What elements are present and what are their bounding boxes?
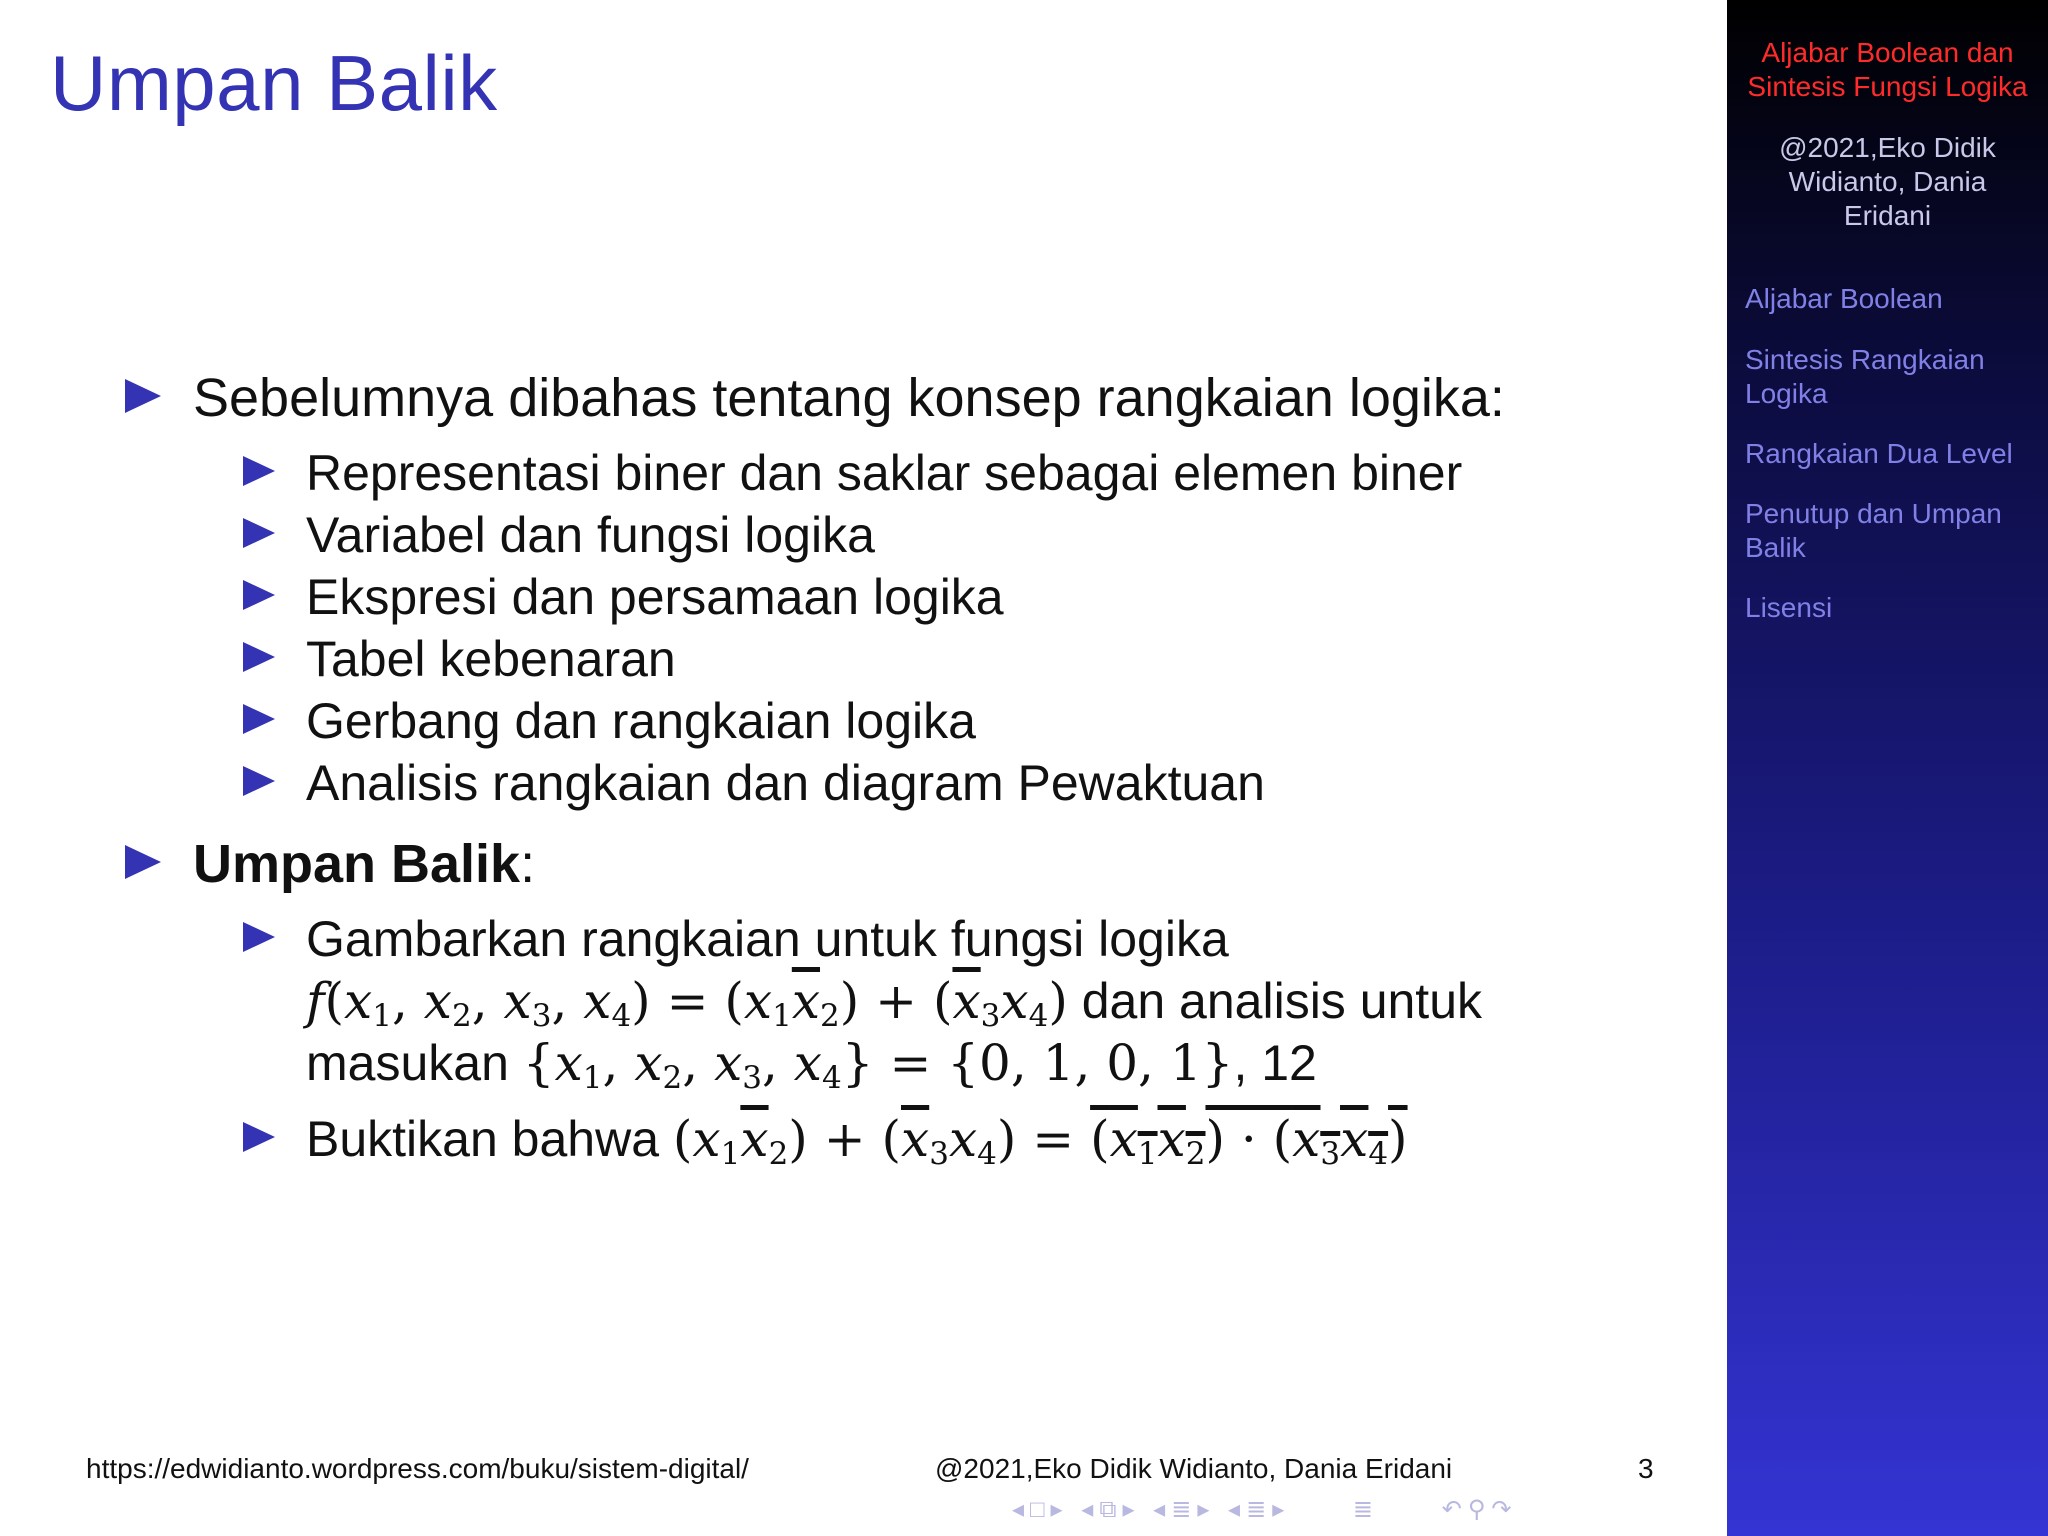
nav-section-icon[interactable]: ≣ <box>1246 1496 1273 1523</box>
footer-url: https://edwidianto.wordpress.com/buku/sistem-digital/ <box>86 1453 749 1484</box>
nav-appendix-icon[interactable]: ≣ <box>1352 1496 1380 1523</box>
bullet-umpan-balik <box>193 833 535 895</box>
list-item: Variabel dan fungsi logika <box>306 507 875 563</box>
sidebar <box>1727 0 2048 1536</box>
nav-frame-icon[interactable]: □ <box>1030 1496 1051 1523</box>
task-draw-circuit-line3 <box>306 1032 1317 1094</box>
subbullet-triangle-icon <box>243 518 275 548</box>
footer-authors: @2021,Eko Didik Widianto, Dania Eridani <box>935 1453 1453 1484</box>
nav-next-frame-icon[interactable]: ▸ <box>1050 1496 1069 1523</box>
sidebar-item-penutup-dan-umpan-balik[interactable]: Penutup dan Umpan Balik <box>1745 498 2002 563</box>
nav-search-icon[interactable]: ⚲ <box>1467 1496 1492 1523</box>
bullet-triangle-icon <box>125 379 161 413</box>
sidebar-item-lisensi[interactable]: Lisensi <box>1745 592 1833 623</box>
bullet-previous-topics: Sebelumnya dibahas tentang konsep rangkaian logika: <box>193 368 1505 428</box>
subbullet-triangle-icon <box>243 1122 275 1152</box>
input-set-tail: , 12 <box>1233 1035 1317 1091</box>
input-word: masukan <box>306 1035 523 1091</box>
list-item: Ekspresi dan persamaan logika <box>306 569 1004 625</box>
subbullet-triangle-icon <box>243 580 275 610</box>
sidebar-item-rangkaian-dua-level[interactable]: Rangkaian Dua Level <box>1745 438 2013 469</box>
sidebar-presentation-title[interactable]: Aljabar Boolean dan Sintesis Fungsi Logika <box>1747 37 2028 102</box>
nav-prev-frame-icon[interactable]: ◂ <box>1012 1496 1031 1523</box>
sidebar-item-aljabar-boolean[interactable]: Aljabar Boolean <box>1745 283 1943 314</box>
subbullet-triangle-icon <box>243 704 275 734</box>
umpan-balik-colon: : <box>520 834 536 894</box>
list-item: Analisis rangkaian dan diagram Pewaktuan <box>306 755 1265 811</box>
nav-back-icon[interactable]: ↶ <box>1441 1496 1468 1523</box>
nav-prev-section-icon[interactable]: ◂ <box>1228 1496 1247 1523</box>
list-item: Representasi biner dan saklar sebagai elemen biner <box>306 445 1463 501</box>
bullet-triangle-icon <box>125 845 161 879</box>
subbullet-triangle-icon <box>243 642 275 672</box>
subbullet-triangle-icon <box>243 766 275 796</box>
subbullet-triangle-icon <box>243 456 275 486</box>
nav-next-section-icon[interactable]: ▸ <box>1272 1496 1291 1523</box>
identity-expression: $(x_1\overline{x}_2) + (\overline{x}_3x_4) = (x_1x_2) \cdot (x_3x_4)$ <box>672 1110 1408 1172</box>
navigation-bar <box>1012 1495 1518 1524</box>
nav-prev-subsection-icon[interactable]: ◂ <box>1081 1496 1100 1523</box>
subbullet-triangle-icon <box>243 922 275 952</box>
list-item: Tabel kebenaran <box>306 631 676 687</box>
nav-subsection-icon[interactable]: ⧉ <box>1099 1496 1123 1523</box>
task-draw-circuit-line1: Gambarkan rangkaian untuk fungsi logika <box>306 911 1229 967</box>
list-item: Gerbang dan rangkaian logika <box>306 693 976 749</box>
nav-next-section-icon[interactable]: ▸ <box>1197 1496 1216 1523</box>
function-expression: $f(x_1$, $x_2$, $x_3$, $x_4) = (x_1\overline{x}_2) + (\overline{x}_3x_4)$ <box>306 972 1068 1034</box>
slide-title: Umpan Balik <box>50 39 498 127</box>
umpan-balik-label: Umpan Balik <box>193 834 521 894</box>
sidebar-item-sintesis-rangkaian-logika[interactable]: Sintesis Rangkaian Logika <box>1745 344 1985 409</box>
nav-prev-section-icon[interactable]: ◂ <box>1153 1496 1172 1523</box>
task-draw-circuit-tail: dan analisis untuk <box>1067 973 1483 1029</box>
nav-section-icon[interactable]: ≣ <box>1171 1496 1198 1523</box>
nav-forward-icon[interactable]: ↷ <box>1491 1496 1518 1523</box>
input-set-expression: {$x_1$, $x_2$, $x_3$, $x_4\} = \{0$, 1, 0, 1} <box>522 1034 1234 1096</box>
prove-text: Buktikan bahwa <box>306 1111 673 1167</box>
task-prove-identity <box>306 1108 1408 1170</box>
nav-next-subsection-icon[interactable]: ▸ <box>1122 1496 1141 1523</box>
task-draw-circuit-line2 <box>306 970 1482 1032</box>
sidebar-author: @2021,Eko Didik Widianto, Dania Eridani <box>1779 132 1996 231</box>
footer-page-number: 3 <box>1638 1453 1654 1484</box>
